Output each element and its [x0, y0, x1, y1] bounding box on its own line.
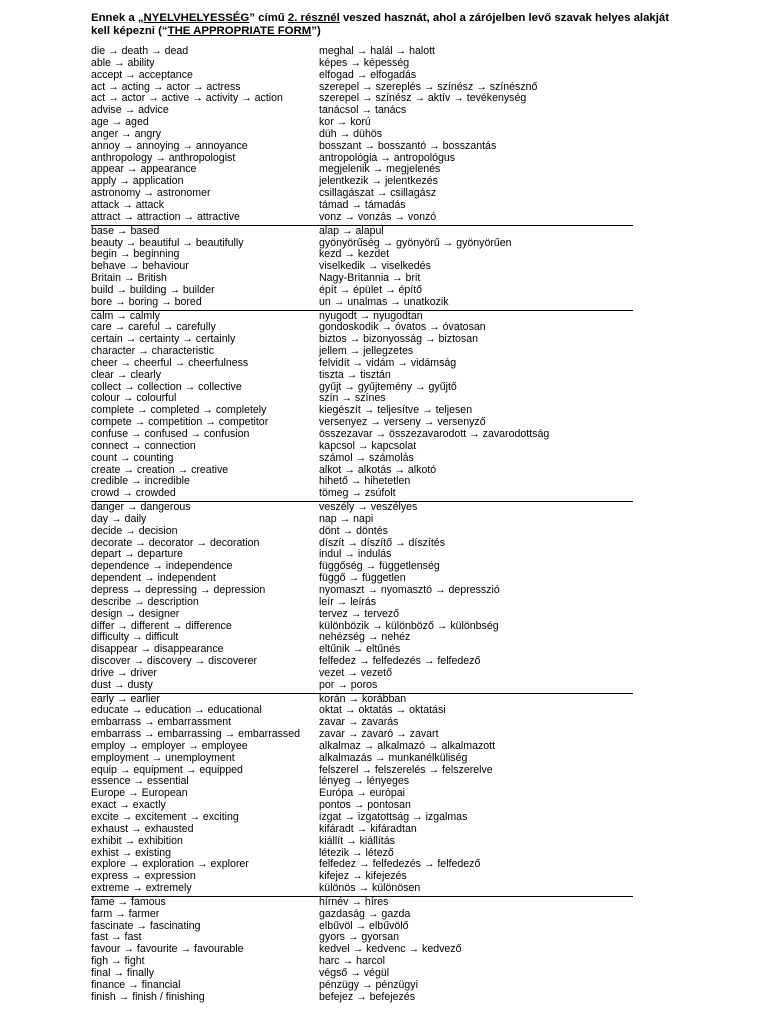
hungarian-translation: megjelenik → megjelenés: [319, 163, 441, 176]
english-word-forms: begin → beginning: [91, 248, 180, 261]
word-row: [91, 58, 633, 70]
hungarian-translation: bosszant → bosszantó → bosszantás: [319, 139, 497, 152]
hungarian-translation: biztos → bizonyosság → biztosan: [319, 333, 478, 346]
document-page: [91, 12, 688, 1005]
hungarian-translation: viselkedik → viselkedés: [319, 260, 431, 273]
hungarian-translation: tanácsol → tanács: [319, 104, 407, 117]
english-word-forms: educate → education → educational: [91, 704, 262, 717]
english-word-forms: danger → dangerous: [91, 501, 191, 514]
english-word-forms: day → daily: [91, 512, 147, 525]
english-word-forms: colour → colourful: [91, 392, 177, 405]
hungarian-translation: jellem → jellegzetes: [319, 345, 414, 358]
hungarian-translation: gazdaság → gazda: [319, 907, 411, 920]
hungarian-translation: elbűvöl → elbűvölő: [319, 919, 409, 932]
english-word-forms: exact → exactly: [91, 799, 166, 812]
english-word-forms: crowd → crowded: [91, 487, 176, 500]
hungarian-translation: képes → képesség: [319, 56, 410, 69]
english-word-forms: equip → equipment → equipped: [91, 763, 243, 776]
hungarian-translation: vezet → vezető: [319, 666, 393, 679]
english-word-forms: annoy → annoying → annoyance: [91, 139, 248, 152]
hungarian-translation: összezavar → összezavarodott → zavarodottság: [319, 428, 550, 440]
letter-section: [91, 897, 633, 1005]
english-word-forms: able → ability: [91, 56, 155, 69]
hungarian-translation: lényeg → lényeges: [319, 775, 410, 788]
english-word-forms: exhaust → exhausted: [91, 822, 194, 835]
hungarian-translation: antropológia → antropológus: [319, 151, 456, 164]
hungarian-translation: különös → különösen: [319, 882, 421, 895]
english-word-forms: finance → financial: [91, 978, 181, 991]
hungarian-translation: támad → támadás: [319, 198, 406, 211]
english-word-forms: disappear → disappearance: [91, 643, 224, 656]
hungarian-translation: oktat → oktatás → oktatási: [319, 704, 446, 717]
word-row: [91, 488, 633, 500]
english-word-forms: base → based: [91, 224, 160, 237]
word-row: [91, 883, 633, 895]
hungarian-translation: korán → korábban: [319, 692, 407, 705]
english-word-forms: bore → boring → bored: [91, 295, 202, 308]
english-word-forms: difficulty → difficult: [91, 631, 179, 644]
english-word-forms: favour → favourite → favourable: [91, 943, 244, 956]
word-row: [91, 70, 633, 82]
english-word-forms: essence → essential: [91, 775, 189, 788]
english-word-forms: fascinate → fascinating: [91, 919, 201, 932]
english-word-forms: exhibit → exhibition: [91, 834, 183, 847]
hungarian-translation: un → unalmas → unatkozik: [319, 295, 449, 308]
hungarian-translation: vonz → vonzás → vonzó: [319, 210, 437, 223]
hungarian-translation: meghal → halál → halott: [319, 45, 436, 57]
english-word-forms: accept → acceptance: [91, 68, 193, 81]
hungarian-translation: zavar → zavaró → zavart: [319, 728, 439, 741]
english-word-forms: employment → unemployment: [91, 751, 235, 764]
english-word-forms: farm → farmer: [91, 907, 160, 920]
english-word-forms: depress → depressing → depression: [91, 583, 266, 596]
english-word-forms: count → counting: [91, 451, 174, 464]
hungarian-translation: gondoskodik → óvatos → óvatosan: [319, 321, 486, 334]
heading-text: ”): [311, 25, 321, 37]
word-row: [91, 597, 633, 609]
hungarian-translation: létezik → létező: [319, 846, 394, 859]
word-row: [91, 668, 633, 680]
hungarian-translation: kor → korú: [319, 116, 371, 129]
english-word-forms: decide → decision: [91, 524, 178, 537]
hungarian-translation: épít → épület → építő: [319, 283, 423, 296]
hungarian-translation: leír → leírás: [319, 595, 377, 608]
hungarian-translation: Nagy-Britannia → brit: [319, 272, 421, 285]
word-row: [91, 753, 633, 765]
hungarian-translation: kifejez → kifejezés: [319, 870, 407, 883]
english-word-forms: attract → attraction → attractive: [91, 210, 240, 223]
hungarian-translation: pénzügy → pénzügyi: [319, 978, 418, 991]
heading-underlined-title: NYELVHELYESSÉG: [143, 12, 250, 24]
english-word-forms: behave → behaviour: [91, 260, 189, 273]
english-word-forms: Britain → British: [91, 272, 167, 285]
english-word-forms: anger → angry: [91, 127, 162, 140]
english-word-forms: explore → exploration → explorer: [91, 858, 249, 871]
hungarian-translation: hírnév → híres: [319, 895, 389, 908]
english-word-forms: care → careful → carefully: [91, 321, 216, 334]
hungarian-translation: versenyez → verseny → versenyző: [319, 416, 486, 429]
hungarian-translation: izgat → izgatottság → izgalmas: [319, 811, 468, 823]
page-heading: [91, 12, 671, 38]
letter-section: [91, 694, 633, 897]
hungarian-translation: nehézség → nehéz: [319, 631, 411, 644]
english-word-forms: confuse → confused → confusion: [91, 428, 250, 440]
hungarian-translation: zavar → zavarás: [319, 716, 399, 729]
english-word-forms: embarrass → embarrassment: [91, 716, 232, 729]
word-row: [91, 441, 633, 453]
hungarian-translation: pontos → pontosan: [319, 799, 411, 812]
word-row: [91, 609, 633, 621]
hungarian-translation: kiállít → kiállítás: [319, 834, 395, 847]
english-word-forms: dust → dusty: [91, 678, 153, 691]
english-word-forms: compete → competition → competitor: [91, 416, 269, 429]
hungarian-translation: szín → színes: [319, 392, 386, 405]
heading-underlined-part: 2. résznél: [287, 12, 340, 24]
hungarian-translation: alkot → alkotás → alkotó: [319, 463, 437, 476]
hungarian-translation: számol → számolás: [319, 451, 414, 464]
english-word-forms: decorate → decorator → decoration: [91, 536, 260, 549]
english-word-forms: figh → fight: [91, 955, 145, 968]
hungarian-translation: szerepel → színész → aktív → tevékenység: [319, 92, 527, 105]
word-row: [91, 453, 633, 465]
hungarian-translation: tiszta → tisztán: [319, 368, 391, 381]
hungarian-translation: elfogad → elfogadás: [319, 68, 417, 81]
english-word-forms: describe → description: [91, 595, 199, 608]
english-word-forms: complete → completed → completely: [91, 404, 267, 417]
hungarian-translation: kezd → kezdet: [319, 248, 390, 261]
english-word-forms: fame → famous: [91, 895, 166, 908]
hungarian-translation: kapcsol → kapcsolat: [319, 439, 417, 452]
english-word-forms: attack → attack: [91, 198, 165, 211]
english-word-forms: act → actor → active → activity → action: [91, 92, 283, 105]
english-word-forms: exhist → existing: [91, 846, 172, 859]
hungarian-translation: függőség → függetlenség: [319, 560, 440, 573]
hungarian-translation: felfedez → felfedezés → felfedező: [319, 655, 481, 668]
hungarian-translation: gyors → gyorsan: [319, 931, 400, 944]
english-word-forms: collect → collection → collective: [91, 380, 242, 393]
word-row: [91, 226, 633, 238]
hungarian-translation: nyomaszt → nyomasztó → depresszió: [319, 583, 500, 596]
hungarian-translation: csillagászat → csillagász: [319, 187, 437, 200]
word-row: [91, 909, 633, 921]
word-row: [91, 129, 633, 141]
hungarian-translation: díszít → díszítő → díszítés: [319, 536, 445, 549]
heading-text: veszed hasznát, ahol a zárójelben levő szavak helyes alakját kell képezni (“: [91, 12, 670, 37]
hungarian-translation: gyönyörűség → gyönyörű → gyönyörűen: [319, 236, 512, 249]
word-row: [91, 680, 633, 692]
hungarian-translation: kedvel → kedvenc → kedvező: [319, 943, 462, 956]
letter-section: [91, 226, 633, 311]
english-word-forms: finish → finish / finishing: [91, 990, 205, 1003]
english-word-forms: dependent → independent: [91, 572, 216, 585]
hungarian-translation: gyűjt → gyűjtemény → gyűjtő: [319, 380, 457, 393]
hungarian-translation: alkalmaz → alkalmazó → alkalmazott: [319, 739, 496, 752]
heading-underlined-phrase: THE APPROPRIATE FORM: [167, 25, 312, 37]
word-row: [91, 980, 633, 992]
english-word-forms: early → earlier: [91, 692, 160, 705]
english-word-forms: extreme → extremely: [91, 882, 192, 895]
word-row: [91, 297, 633, 309]
word-row: [91, 741, 633, 753]
english-word-forms: cheer → cheerful → cheerfulness: [91, 356, 249, 369]
hungarian-translation: különbözik → különböző → különbség: [319, 619, 499, 632]
hungarian-translation: por → poros: [319, 678, 378, 691]
word-row: [91, 514, 633, 526]
hungarian-translation: veszély → veszélyes: [319, 501, 418, 514]
hungarian-translation: kiegészít → teljesítve → teljesen: [319, 404, 473, 417]
english-word-forms: fast → fast: [91, 931, 142, 944]
hungarian-translation: kifáradt → kifáradtan: [319, 822, 417, 835]
word-list: [91, 46, 633, 1005]
hungarian-translation: függő → független: [319, 572, 406, 585]
english-word-forms: dependence → independence: [91, 560, 233, 573]
english-word-forms: employ → employer → employee: [91, 739, 248, 752]
hungarian-translation: jelentkezik → jelentkezés: [319, 175, 438, 188]
hungarian-translation: düh → dühös: [319, 127, 383, 140]
hungarian-translation: alkalmazás → munkanélküliség: [319, 751, 468, 764]
english-word-forms: express → expression: [91, 870, 196, 883]
english-word-forms: build → building → builder: [91, 283, 215, 296]
hungarian-translation: Európa → európai: [319, 787, 405, 800]
word-row: [91, 824, 633, 836]
english-word-forms: act → acting → actor → actress: [91, 80, 241, 93]
english-word-forms: embarrass → embarrassing → embarrassed: [91, 728, 301, 741]
english-word-forms: age → aged: [91, 116, 149, 129]
english-word-forms: appear → appearance: [91, 163, 197, 176]
english-word-forms: astronomy → astronomer: [91, 187, 211, 200]
english-word-forms: calm → calmly: [91, 309, 160, 322]
word-row: [91, 992, 633, 1004]
letter-section: [91, 46, 633, 226]
heading-text: ” című: [249, 12, 288, 24]
hungarian-translation: szerepel → szereplés → színész → színésznő: [319, 80, 538, 93]
english-word-forms: advise → advice: [91, 104, 169, 117]
english-word-forms: final → finally: [91, 966, 154, 979]
hungarian-translation: eltűnik → eltűnés: [319, 643, 401, 656]
english-word-forms: character → characteristic: [91, 345, 215, 358]
letter-section: [91, 311, 633, 503]
hungarian-translation: felszerel → felszerelés → felszerelve: [319, 763, 493, 776]
english-word-forms: die → death → dead: [91, 45, 189, 57]
heading-text: Ennek a „: [91, 12, 144, 24]
word-row: [91, 370, 633, 382]
english-word-forms: credible → incredible: [91, 475, 190, 488]
hungarian-translation: harc → harcol: [319, 955, 385, 968]
english-word-forms: excite → excitement → exciting: [91, 811, 239, 823]
hungarian-translation: felfedez → felfedezés → felfedező: [319, 858, 481, 871]
hungarian-translation: tömeg → zsúfolt: [319, 487, 396, 500]
hungarian-translation: végső → végül: [319, 966, 390, 979]
hungarian-translation: felvidít → vidám → vidámság: [319, 356, 457, 369]
english-word-forms: drive → driver: [91, 666, 157, 679]
word-row: [91, 897, 633, 909]
english-word-forms: anthropology → anthropologist: [91, 151, 236, 164]
english-word-forms: discover → discovery → discoverer: [91, 655, 258, 668]
hungarian-translation: tervez → tervező: [319, 607, 400, 620]
hungarian-translation: indul → indulás: [319, 548, 392, 561]
word-row: [91, 285, 633, 297]
hungarian-translation: alap → alapul: [319, 224, 384, 237]
english-word-forms: beauty → beautiful → beautifully: [91, 236, 244, 249]
english-word-forms: certain → certainty → certainly: [91, 333, 236, 346]
hungarian-translation: dönt → döntés: [319, 524, 388, 537]
word-row: [91, 141, 633, 153]
hungarian-translation: nap → napi: [319, 512, 374, 525]
english-word-forms: apply → application: [91, 175, 184, 188]
english-word-forms: design → designer: [91, 607, 180, 620]
english-word-forms: differ → different → difference: [91, 619, 232, 632]
english-word-forms: clear → clearly: [91, 368, 162, 381]
letter-section: [91, 502, 633, 694]
word-row: [91, 836, 633, 848]
hungarian-translation: hihető → hihetetlen: [319, 475, 411, 488]
english-word-forms: create → creation → creative: [91, 463, 229, 476]
english-word-forms: Europe → European: [91, 787, 188, 800]
word-row: [91, 526, 633, 538]
english-word-forms: depart → departure: [91, 548, 183, 561]
hungarian-translation: nyugodt → nyugodtan: [319, 309, 423, 322]
word-row: [91, 212, 633, 224]
english-word-forms: connect → connection: [91, 439, 196, 452]
hungarian-translation: befejez → befejezés: [319, 990, 415, 1003]
word-row: [91, 358, 633, 370]
